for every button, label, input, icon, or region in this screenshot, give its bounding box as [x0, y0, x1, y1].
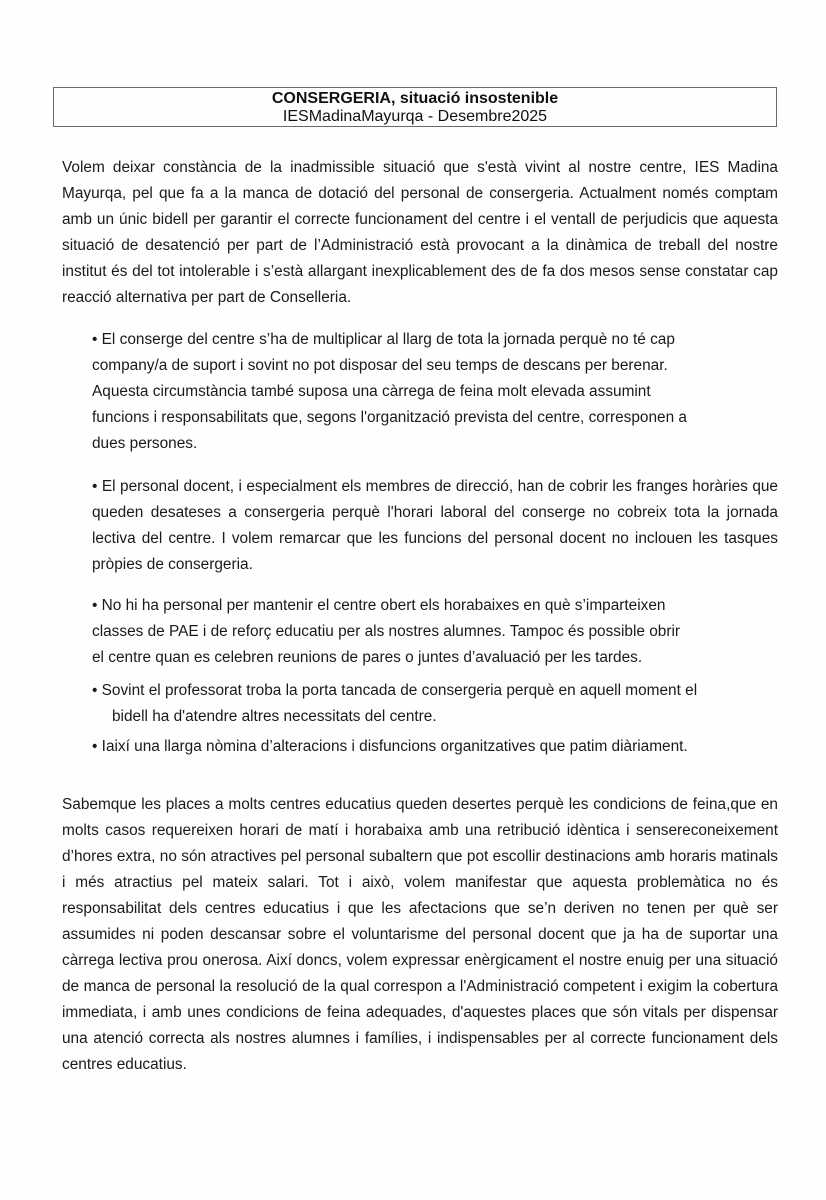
closing-paragraph: Sabemque les places a molts centres educatius queden desertes perquè les condicions de feina,que en molts casos requereixen horari de matí i horabaixa amb una retribució idèntica i sensereconeixement d’hores extra, no són atractives pel personal subaltern que pot escollir destinacions amb horaris matinals i més atractius pel mateix salari. Tot i això, volem manifestar que aquesta problemàtica no és responsabilitat dels centres educatius i que les afectacions que se’n deriven no tenen per què ser assumides ni poden descansar sobre el voluntarisme del personal docent que ja ha de suportar una càrrega lectiva prou onerosa. Així doncs, volem expressar enèrgicament el nostre enuig per una situació de manca de personal la resolució de la qual correspon a l'Administració competent i exigim la cobertura immediata, i amb unes condicions de feina adequades, d'aquestes places que són vitals per dispensar una atenció correcta als nostres alumnes i famílies, i indispensables per al correcte funcionament dels centres educatius. — [62, 796, 778, 1073]
bullet-line — [92, 704, 778, 730]
bullet-item-altres — [92, 734, 778, 760]
bullet-line-continuation: bidell ha d'atendre altres necessitats del centre. — [112, 708, 437, 725]
title-box — [53, 87, 777, 127]
bullet-item-porta-tancada — [92, 678, 778, 730]
bullet-line: • Iaixí una llarga nòmina d’alteracions i disfuncions organitzatives que patim diàriament. — [92, 738, 688, 755]
bullet-line: funcions i responsabilitats que, segons l'organització prevista del centre, corresponen a — [92, 409, 687, 426]
bullet-line: • No hi ha personal per mantenir el centre obert els horabaixes en què s’imparteixen — [92, 597, 666, 614]
intro-paragraph: Volem deixar constància de la inadmissible situació que s'està vivint al nostre centre, IES Madina Mayurqa, pel que fa a la manca de dotació del personal de consergeria. Actualment només comptam amb un únic bidell per garantir el correcte funcionament del centre i el ventall de perjudicis que aquesta situació de desatenció per part de l’Administració està provocant a la dinàmica de treball del nostre institut és del tot intolerable i s’està allargant inexplicablement des de fa dos mesos sense constatar cap reacció alternativa per part de Conselleria. — [62, 159, 778, 306]
bullet-line: • El conserge del centre s’ha de multiplicar al llarg de tota la jornada perquè no té cap — [92, 331, 675, 348]
bullet-item-horabaixes — [92, 593, 778, 671]
document-title: CONSERGERIA, situació insostenible — [271, 90, 559, 107]
bullet-line: • Sovint el professorat troba la porta tancada de consergeria perquè en aquell moment el — [92, 682, 698, 699]
bullet-line: Aquesta circumstància també suposa una càrrega de feina molt elevada assumint — [92, 383, 651, 400]
bullet-item-personal-docent: • El personal docent, i especialment els membres de direcció, han de cobrir les franges horàries que queden desateses a consergeria perquè l'horari laboral del conserge no cobreix tota la jornada lectiva del centre. I volem remarcar que les funcions del personal docent no inclouen les tasques pròpies de consergeria. — [92, 478, 778, 573]
bullet-line: classes de PAE i de reforç educatiu per als nostres alumnes. Tampoc és possible obrir — [92, 623, 680, 640]
bullet-line: el centre quan es celebren reunions de pares o juntes d’avaluació per les tardes. — [92, 649, 643, 666]
bullet-item-conserge — [92, 327, 778, 457]
bullet-line: company/a de suport i sovint no pot disposar del seu temps de descans per berenar. — [92, 357, 668, 374]
document-subtitle: IESMadinaMayurqa - Desembre2025 — [282, 108, 548, 125]
bullet-line: dues persones. — [92, 435, 198, 452]
